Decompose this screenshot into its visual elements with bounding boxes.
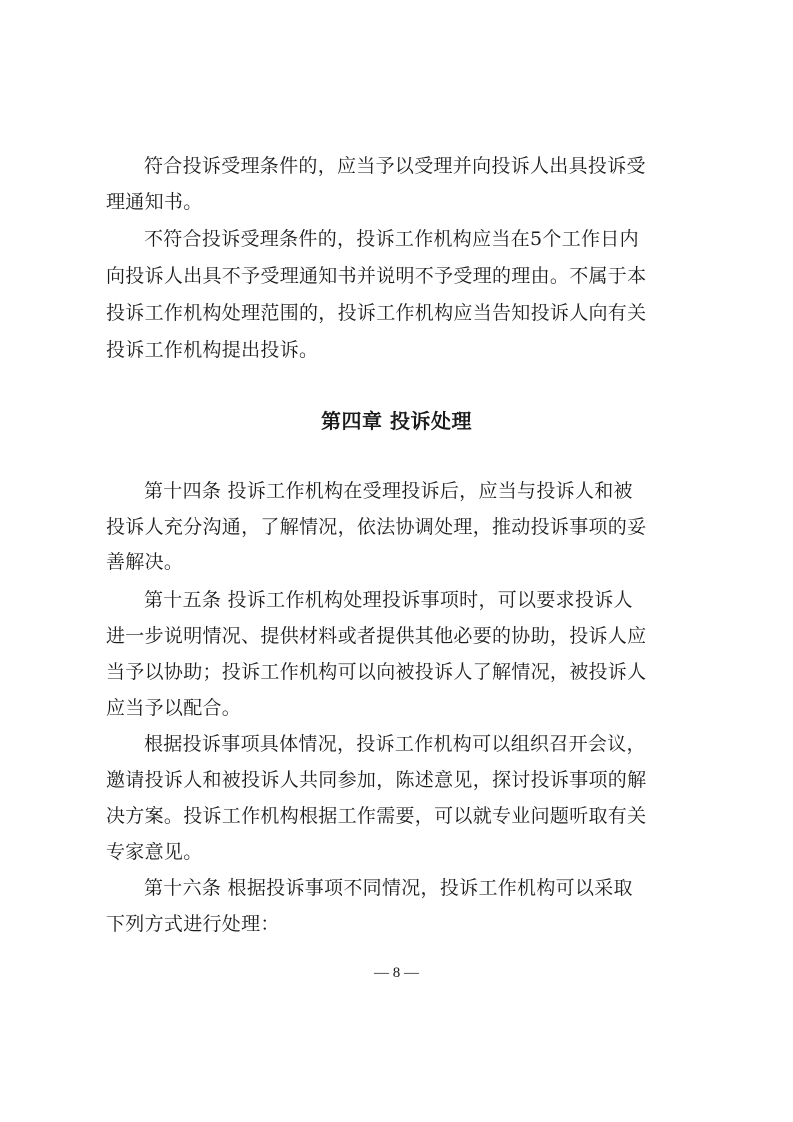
page-number: — 8 — (374, 965, 419, 981)
article-line: 下列方式进行处理： (106, 913, 280, 935)
paragraph-line: 投诉工作机构提出投诉。 (106, 339, 319, 361)
article-line: 善解决。 (106, 551, 184, 573)
paragraph-line: 投诉工作机构处理范围的，投诉工作机构应当告知投诉人向有关 (106, 302, 647, 324)
article-line: 当予以协助；投诉工作机构可以向被投诉人了解情况，被投诉人 (106, 661, 647, 683)
article-line: 投诉人充分沟通，了解情况，依法协调处理，推动投诉事项的妥 (106, 516, 647, 538)
paragraph-line: 符合投诉受理条件的，应当予以受理并向投诉人出具投诉受 (144, 155, 646, 177)
paragraph-line: 向投诉人出具不予受理通知书并说明不予受理的理由。不属于本 (106, 265, 647, 287)
article-line: 进一步说明情况、提供材料或者提供其他必要的协助，投诉人应 (106, 625, 647, 647)
article-line: 根据投诉事项具体情况，投诉工作机构可以组织召开会议， (144, 733, 646, 755)
article-line: 邀请投诉人和被投诉人共同参加，陈述意见，探讨投诉事项的解 (106, 769, 647, 791)
article-line: 第十六条 根据投诉事项不同情况，投诉工作机构可以采取 (144, 877, 633, 899)
article-line: 应当予以配合。 (106, 697, 242, 719)
article-line: 第十五条 投诉工作机构处理投诉事项时，可以要求投诉人 (144, 589, 633, 611)
article-line: 决方案。投诉工作机构根据工作需要，可以就专业问题听取有关 (106, 805, 647, 827)
paragraph-line: 不符合投诉受理条件的，投诉工作机构应当在5个工作日内 (144, 228, 639, 250)
article-line: 专家意见。 (106, 841, 203, 863)
article-line: 第十四条 投诉工作机构在受理投诉后，应当与投诉人和被 (144, 480, 633, 502)
paragraph-line: 理通知书。 (106, 191, 203, 213)
chapter-heading: 第四章 投诉处理 (321, 409, 472, 433)
